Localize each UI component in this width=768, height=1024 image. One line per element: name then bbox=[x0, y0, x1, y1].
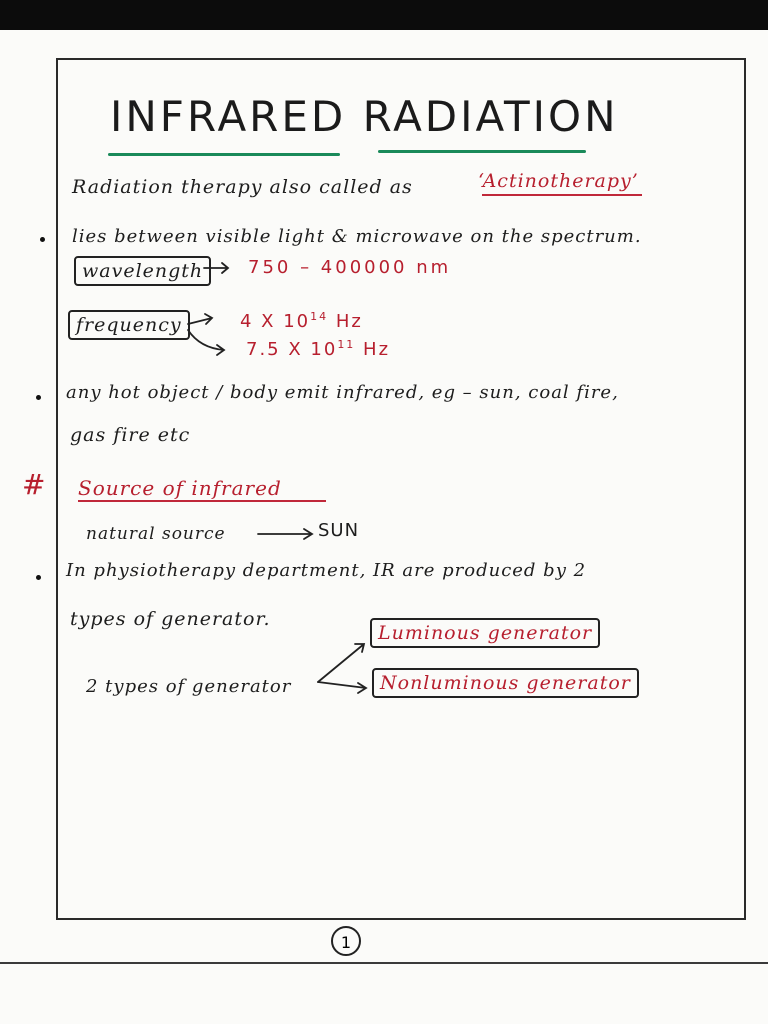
frequency-arrow-down-icon bbox=[188, 330, 224, 355]
frequency-label-box: frequency bbox=[68, 310, 190, 340]
nonluminous-arrow-icon bbox=[318, 682, 366, 693]
intro-text: Radiation therapy also called as bbox=[72, 176, 413, 198]
natural-source-value: SUN bbox=[318, 520, 360, 541]
frequency-unit-2: Hz bbox=[363, 339, 391, 360]
spectrum-text: lies between visible light & microwave on the spectrum. bbox=[72, 226, 642, 247]
frequency-arrow-up-icon bbox=[188, 314, 212, 324]
hash-symbol: # bbox=[22, 468, 47, 501]
frequency-unit-1: Hz bbox=[335, 311, 363, 332]
wavelength-arrow-icon bbox=[204, 263, 228, 273]
luminous-arrow-icon bbox=[318, 644, 364, 682]
source-heading: Source of infrared bbox=[78, 476, 282, 500]
nonluminous-generator-box: Nonluminous generator bbox=[372, 668, 639, 698]
wavelength-label-box: wavelength bbox=[74, 256, 211, 286]
frequency-base-2: 7.5 X 10 bbox=[246, 339, 338, 360]
natural-source-label: natural source bbox=[86, 524, 226, 544]
frequency-exponent-1: 14 bbox=[310, 310, 329, 323]
luminous-generator-box: Luminous generator bbox=[370, 618, 600, 648]
emitters-line-2: gas fire etc bbox=[70, 424, 191, 446]
generator-summary: 2 types of generator bbox=[86, 676, 292, 697]
page-title: INFRARED RADIATION bbox=[110, 92, 619, 141]
page-number: 1 bbox=[331, 926, 361, 956]
wavelength-value: 750 – 400000 nm bbox=[248, 257, 452, 278]
frequency-exponent-2: 11 bbox=[337, 338, 356, 351]
emitters-line-1: any hot object / body emit infrared, eg – sun, coal fire, bbox=[66, 382, 619, 403]
generators-line-2: types of generator. bbox=[70, 608, 271, 630]
frequency-base-1: 4 X 10 bbox=[240, 311, 311, 332]
generators-line-1: In physiotherapy department, IR are produced by 2 bbox=[66, 560, 587, 581]
sun-arrow-icon bbox=[258, 529, 312, 539]
actinotherapy-term: ‘Actinotherapy’ bbox=[478, 170, 639, 192]
